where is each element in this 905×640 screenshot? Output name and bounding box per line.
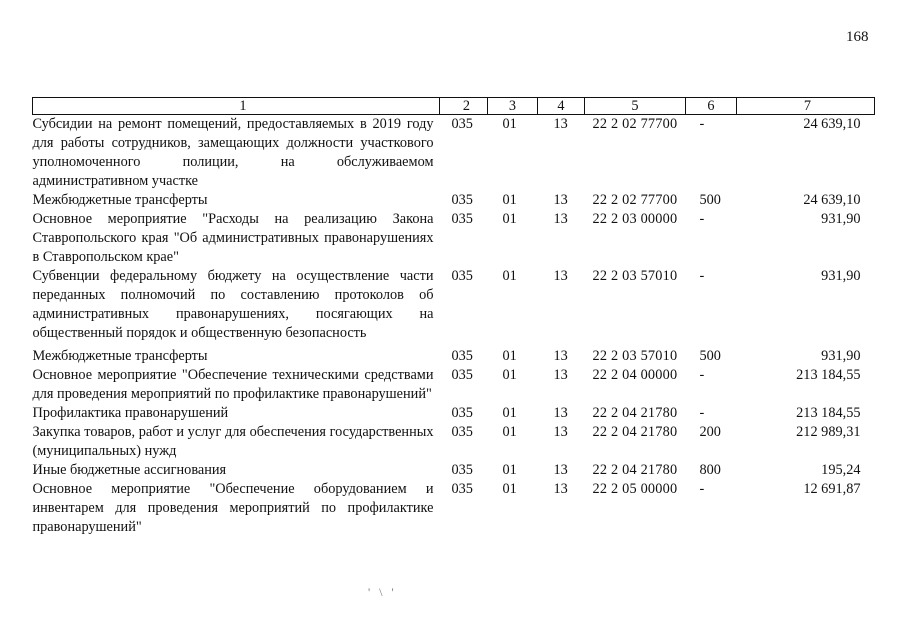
header-col-2: 2 xyxy=(440,98,488,115)
row-subsection: 13 xyxy=(553,116,568,132)
row-section: 01 xyxy=(502,405,517,421)
row-name: Субсидии на ремонт помещений, предоставляемых в 2019 году для работы сотрудников, замещающих должности участкового уполномоченного полиции, на обслуживаемом административном участке xyxy=(32,116,434,189)
row-subsection: 13 xyxy=(553,211,568,227)
row-name: Закупка товаров, работ и услуг для обеспечения государственных (муниципальных) нужд xyxy=(32,424,434,459)
row-section: 01 xyxy=(502,462,517,478)
row-expense: 800 xyxy=(699,462,721,478)
row-name: Субвенции федеральному бюджету на осуществление части переданных полномочий по составлению протоколов об административных правонарушениях, посягающих на общественный порядок и общественную безопасность xyxy=(32,268,434,341)
row-code: 035 xyxy=(451,348,473,364)
row-code: 035 xyxy=(451,424,473,440)
row-section: 01 xyxy=(502,192,517,208)
table-row xyxy=(33,343,875,366)
row-expense: - xyxy=(699,116,705,132)
row-amount: 212 989,31 xyxy=(796,424,861,440)
row-section: 01 xyxy=(502,268,517,284)
row-amount: 213 184,55 xyxy=(796,405,861,421)
row-section: 01 xyxy=(502,348,517,364)
row-expense: - xyxy=(699,367,705,383)
header-col-1: 1 xyxy=(33,98,440,115)
row-target: 22 2 02 77700 xyxy=(592,116,678,132)
budget-table xyxy=(32,97,875,537)
row-code: 035 xyxy=(451,211,473,227)
row-expense: - xyxy=(699,268,705,284)
row-section: 01 xyxy=(502,116,517,132)
row-section: 01 xyxy=(502,367,517,383)
header-col-5: 5 xyxy=(585,98,686,115)
row-expense: 500 xyxy=(699,192,721,208)
row-code: 035 xyxy=(451,462,473,478)
row-target: 22 2 02 77700 xyxy=(592,192,678,208)
table-row xyxy=(33,267,875,343)
row-section: 01 xyxy=(502,481,517,497)
page-number: 168 xyxy=(846,29,869,45)
row-amount: 24 639,10 xyxy=(803,192,861,208)
table-row xyxy=(33,404,875,423)
table-row xyxy=(33,366,875,404)
table-body xyxy=(33,115,875,538)
row-code: 035 xyxy=(451,268,473,284)
header-col-6: 6 xyxy=(686,98,737,115)
row-subsection: 13 xyxy=(553,481,568,497)
row-name: Межбюджетные трансферты xyxy=(32,192,208,208)
row-target: 22 2 04 21780 xyxy=(592,424,678,440)
row-subsection: 13 xyxy=(553,367,568,383)
row-target: 22 2 04 00000 xyxy=(592,367,678,383)
scan-marks: ' \ ' xyxy=(368,585,397,599)
row-expense: - xyxy=(699,481,705,497)
table-header xyxy=(33,98,875,115)
row-amount: 12 691,87 xyxy=(803,481,861,497)
row-expense: 200 xyxy=(699,424,721,440)
row-code: 035 xyxy=(451,481,473,497)
row-name: Основное мероприятие "Расходы на реализацию Закона Ставропольского края "Об административных правонарушениях в Ставропольском крае" xyxy=(32,211,434,265)
row-name: Основное мероприятие "Обеспечение оборудованием и инвентарем для проведения мероприятий по профилактике правонарушений" xyxy=(32,481,434,535)
row-code: 035 xyxy=(451,192,473,208)
row-expense: - xyxy=(699,405,705,421)
row-expense: - xyxy=(699,211,705,227)
row-name: Профилактика правонарушений xyxy=(32,405,229,421)
row-code: 035 xyxy=(451,367,473,383)
row-subsection: 13 xyxy=(553,462,568,478)
header-col-7: 7 xyxy=(737,98,875,115)
row-target: 22 2 05 00000 xyxy=(592,481,678,497)
row-subsection: 13 xyxy=(553,405,568,421)
table-row xyxy=(33,480,875,537)
row-amount: 213 184,55 xyxy=(796,367,861,383)
row-subsection: 13 xyxy=(553,268,568,284)
row-subsection: 13 xyxy=(553,192,568,208)
header-row xyxy=(33,98,875,115)
row-section: 01 xyxy=(502,424,517,440)
header-col-4: 4 xyxy=(538,98,585,115)
row-target: 22 2 04 21780 xyxy=(592,462,678,478)
row-target: 22 2 03 57010 xyxy=(592,268,678,284)
table-row xyxy=(33,461,875,480)
row-target: 22 2 03 00000 xyxy=(592,211,678,227)
row-amount: 24 639,10 xyxy=(803,116,861,132)
row-code: 035 xyxy=(451,116,473,132)
row-target: 22 2 04 21780 xyxy=(592,405,678,421)
row-code: 035 xyxy=(451,405,473,421)
table-row xyxy=(33,210,875,267)
row-name: Основное мероприятие "Обеспечение техническими средствами для проведения мероприятий по профилактике правонарушений" xyxy=(32,367,434,402)
row-target: 22 2 03 57010 xyxy=(592,348,678,364)
header-col-3: 3 xyxy=(488,98,538,115)
row-subsection: 13 xyxy=(553,348,568,364)
table-row xyxy=(33,423,875,461)
row-amount: 931,90 xyxy=(821,211,861,227)
row-section: 01 xyxy=(502,211,517,227)
row-amount: 931,90 xyxy=(821,348,861,364)
row-expense: 500 xyxy=(699,348,721,364)
table-row xyxy=(33,115,875,192)
row-amount: 931,90 xyxy=(821,268,861,284)
row-name: Иные бюджетные ассигнования xyxy=(32,462,227,478)
row-amount: 195,24 xyxy=(821,462,861,478)
row-subsection: 13 xyxy=(553,424,568,440)
table-row xyxy=(33,191,875,210)
row-name: Межбюджетные трансферты xyxy=(32,348,208,364)
